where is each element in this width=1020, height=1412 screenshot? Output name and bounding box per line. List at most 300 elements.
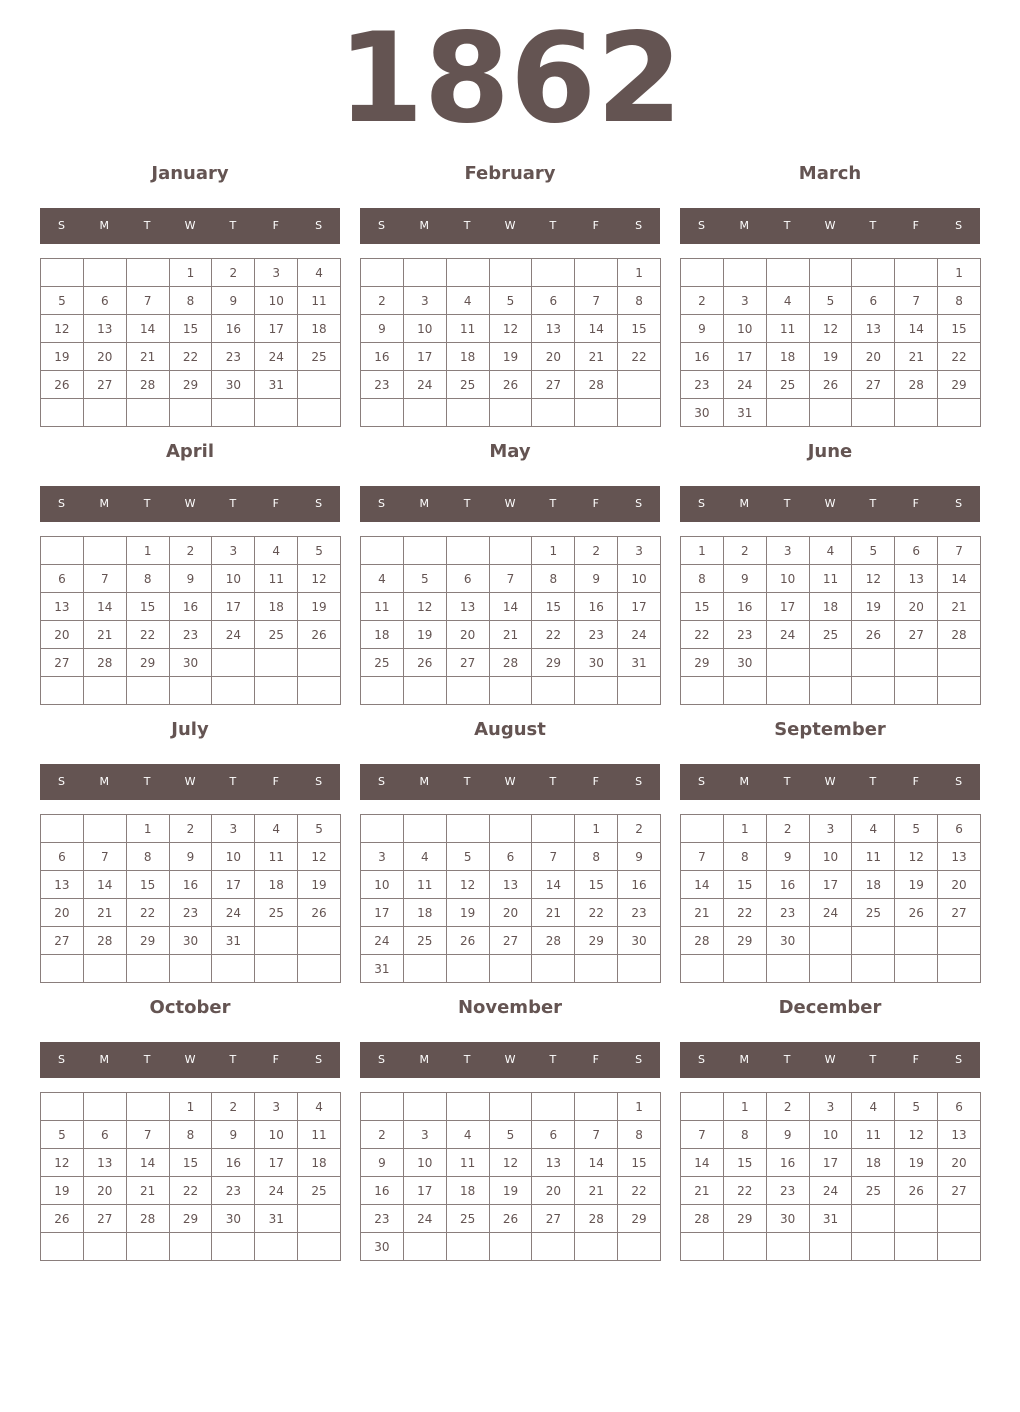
weekday-label: S	[377, 497, 385, 510]
weekday-label: T	[869, 775, 877, 788]
empty-cell	[361, 399, 404, 427]
day-cell: 20	[447, 621, 490, 649]
empty-cell	[938, 1233, 981, 1261]
weekday-label: M	[99, 219, 110, 232]
day-cell: 23	[212, 343, 255, 371]
empty-cell	[895, 259, 938, 287]
empty-cell	[618, 677, 661, 705]
month-name: June	[807, 441, 853, 462]
day-cell: 24	[404, 1205, 447, 1233]
weekday-label: T	[869, 1053, 877, 1066]
day-cell: 11	[447, 1149, 490, 1177]
day-cell: 9	[212, 287, 255, 315]
empty-cell	[532, 955, 575, 983]
day-cell: 27	[84, 371, 127, 399]
day-cell: 2	[170, 815, 213, 843]
day-cell: 18	[255, 593, 298, 621]
day-cell: 23	[212, 1177, 255, 1205]
day-cell: 3	[404, 287, 447, 315]
day-cell: 21	[681, 1177, 724, 1205]
day-cell: 19	[852, 593, 895, 621]
empty-cell	[361, 815, 404, 843]
day-cell: 8	[127, 565, 170, 593]
weekday-label: W	[504, 775, 516, 788]
day-cell: 28	[895, 371, 938, 399]
day-cell: 1	[724, 1093, 767, 1121]
day-cell: 3	[767, 537, 810, 565]
empty-cell	[532, 399, 575, 427]
day-cell: 14	[575, 315, 618, 343]
day-grid	[360, 814, 661, 983]
weekday-label: T	[229, 219, 237, 232]
empty-cell	[618, 399, 661, 427]
empty-cell	[724, 955, 767, 983]
day-cell: 12	[810, 315, 853, 343]
empty-cell	[447, 537, 490, 565]
day-cell: 9	[575, 565, 618, 593]
day-cell: 18	[852, 871, 895, 899]
day-cell: 22	[575, 899, 618, 927]
day-cell: 13	[447, 593, 490, 621]
day-cell: 6	[41, 843, 84, 871]
day-cell: 17	[810, 1149, 853, 1177]
empty-cell	[447, 399, 490, 427]
weekday-label: F	[592, 497, 599, 510]
day-cell: 21	[938, 593, 981, 621]
empty-cell	[681, 1233, 724, 1261]
empty-cell	[810, 1233, 853, 1261]
day-cell: 11	[404, 871, 447, 899]
weekday-label: T	[549, 219, 557, 232]
month-name: February	[464, 163, 556, 184]
empty-cell	[681, 259, 724, 287]
day-cell: 26	[41, 371, 84, 399]
empty-cell	[938, 1205, 981, 1233]
day-cell: 31	[724, 399, 767, 427]
day-cell: 21	[895, 343, 938, 371]
weekday-label: W	[824, 1053, 836, 1066]
empty-cell	[127, 259, 170, 287]
empty-cell	[810, 927, 853, 955]
day-cell: 7	[938, 537, 981, 565]
day-cell: 24	[767, 621, 810, 649]
empty-cell	[532, 815, 575, 843]
day-cell: 11	[298, 287, 341, 315]
day-cell: 9	[361, 315, 404, 343]
day-cell: 9	[361, 1149, 404, 1177]
weekday-label: T	[143, 497, 151, 510]
empty-cell	[532, 1093, 575, 1121]
weekday-label: W	[184, 219, 196, 232]
empty-cell	[852, 955, 895, 983]
day-cell: 1	[532, 537, 575, 565]
empty-cell	[681, 815, 724, 843]
day-cell: 22	[618, 1177, 661, 1205]
empty-cell	[361, 537, 404, 565]
day-cell: 30	[170, 649, 213, 677]
weekday-label: T	[549, 1053, 557, 1066]
day-cell: 8	[170, 1121, 213, 1149]
empty-cell	[212, 399, 255, 427]
day-grid	[360, 258, 661, 427]
day-cell: 8	[575, 843, 618, 871]
weekday-label: S	[315, 1053, 323, 1066]
day-cell: 8	[170, 287, 213, 315]
day-cell: 8	[618, 287, 661, 315]
empty-cell	[895, 955, 938, 983]
day-cell: 9	[767, 1121, 810, 1149]
empty-cell	[895, 1205, 938, 1233]
empty-cell	[298, 1205, 341, 1233]
empty-cell	[767, 649, 810, 677]
weekday-header	[360, 764, 660, 800]
day-cell: 5	[852, 537, 895, 565]
day-cell: 13	[41, 593, 84, 621]
day-cell: 24	[618, 621, 661, 649]
day-cell: 15	[575, 871, 618, 899]
day-cell: 26	[404, 649, 447, 677]
day-cell: 25	[852, 899, 895, 927]
day-cell: 26	[852, 621, 895, 649]
day-cell: 24	[404, 371, 447, 399]
day-cell: 8	[938, 287, 981, 315]
day-cell: 3	[810, 1093, 853, 1121]
day-cell: 5	[895, 1093, 938, 1121]
day-cell: 17	[724, 343, 767, 371]
weekday-label: F	[912, 497, 919, 510]
day-cell: 4	[852, 815, 895, 843]
empty-cell	[767, 399, 810, 427]
day-cell: 30	[724, 649, 767, 677]
empty-cell	[404, 259, 447, 287]
day-cell: 2	[361, 1121, 404, 1149]
day-cell: 12	[490, 315, 533, 343]
day-cell: 10	[255, 1121, 298, 1149]
day-cell: 14	[938, 565, 981, 593]
empty-cell	[255, 955, 298, 983]
day-cell: 4	[810, 537, 853, 565]
weekday-label: W	[824, 219, 836, 232]
day-cell: 7	[681, 1121, 724, 1149]
day-cell: 23	[361, 371, 404, 399]
day-cell: 10	[618, 565, 661, 593]
day-cell: 18	[361, 621, 404, 649]
day-cell: 24	[255, 1177, 298, 1205]
day-cell: 2	[361, 287, 404, 315]
day-cell: 2	[681, 287, 724, 315]
empty-cell	[852, 677, 895, 705]
empty-cell	[767, 259, 810, 287]
day-cell: 14	[127, 1149, 170, 1177]
day-cell: 17	[404, 343, 447, 371]
day-cell: 29	[618, 1205, 661, 1233]
day-cell: 25	[361, 649, 404, 677]
day-cell: 15	[938, 315, 981, 343]
empty-cell	[490, 815, 533, 843]
day-cell: 27	[938, 899, 981, 927]
day-cell: 13	[490, 871, 533, 899]
weekday-label: M	[419, 497, 430, 510]
empty-cell	[84, 677, 127, 705]
day-cell: 1	[170, 1093, 213, 1121]
day-cell: 29	[127, 927, 170, 955]
day-cell: 20	[41, 621, 84, 649]
day-cell: 23	[361, 1205, 404, 1233]
weekday-label: S	[955, 775, 963, 788]
day-cell: 1	[170, 259, 213, 287]
weekday-label: T	[143, 219, 151, 232]
day-cell: 8	[724, 1121, 767, 1149]
day-cell: 14	[575, 1149, 618, 1177]
day-cell: 15	[170, 1149, 213, 1177]
day-cell: 18	[767, 343, 810, 371]
empty-cell	[681, 955, 724, 983]
day-cell: 4	[298, 259, 341, 287]
day-cell: 13	[938, 843, 981, 871]
weekday-label: S	[315, 497, 323, 510]
day-cell: 20	[938, 1149, 981, 1177]
day-grid	[40, 814, 341, 983]
day-cell: 10	[724, 315, 767, 343]
day-cell: 2	[212, 1093, 255, 1121]
day-cell: 31	[255, 371, 298, 399]
month-name: January	[151, 163, 229, 184]
day-cell: 1	[681, 537, 724, 565]
weekday-label: F	[592, 1053, 599, 1066]
day-cell: 9	[767, 843, 810, 871]
day-cell: 5	[404, 565, 447, 593]
empty-cell	[767, 677, 810, 705]
day-cell: 28	[84, 927, 127, 955]
weekday-label: W	[824, 775, 836, 788]
day-cell: 25	[447, 371, 490, 399]
weekday-label: T	[869, 497, 877, 510]
weekday-label: M	[99, 775, 110, 788]
empty-cell	[852, 1205, 895, 1233]
weekday-header	[360, 208, 660, 244]
weekday-label: S	[57, 497, 65, 510]
day-cell: 21	[681, 899, 724, 927]
day-cell: 7	[532, 843, 575, 871]
day-cell: 20	[938, 871, 981, 899]
empty-cell	[618, 371, 661, 399]
empty-cell	[810, 677, 853, 705]
month-name: September	[774, 719, 886, 740]
day-cell: 27	[852, 371, 895, 399]
empty-cell	[810, 649, 853, 677]
weekday-header	[40, 1042, 340, 1078]
day-cell: 24	[212, 899, 255, 927]
day-cell: 1	[724, 815, 767, 843]
empty-cell	[41, 955, 84, 983]
day-cell: 6	[532, 287, 575, 315]
month-name: August	[474, 719, 546, 740]
weekday-label: S	[697, 775, 705, 788]
day-cell: 11	[852, 843, 895, 871]
day-cell: 18	[447, 343, 490, 371]
day-cell: 3	[255, 1093, 298, 1121]
empty-cell	[447, 815, 490, 843]
empty-cell	[490, 259, 533, 287]
day-cell: 28	[938, 621, 981, 649]
weekday-label: S	[377, 775, 385, 788]
day-cell: 9	[681, 315, 724, 343]
day-grid	[40, 258, 341, 427]
day-cell: 25	[447, 1205, 490, 1233]
empty-cell	[298, 955, 341, 983]
weekday-header	[680, 486, 980, 522]
day-cell: 6	[852, 287, 895, 315]
empty-cell	[212, 649, 255, 677]
day-cell: 30	[575, 649, 618, 677]
empty-cell	[212, 677, 255, 705]
day-cell: 4	[298, 1093, 341, 1121]
day-cell: 28	[681, 927, 724, 955]
weekday-label: M	[419, 219, 430, 232]
weekday-label: M	[739, 497, 750, 510]
day-cell: 5	[810, 287, 853, 315]
day-cell: 23	[170, 899, 213, 927]
empty-cell	[298, 927, 341, 955]
day-cell: 19	[895, 871, 938, 899]
day-cell: 19	[895, 1149, 938, 1177]
empty-cell	[255, 1233, 298, 1261]
empty-cell	[447, 1233, 490, 1261]
weekday-label: W	[504, 497, 516, 510]
day-cell: 9	[724, 565, 767, 593]
empty-cell	[84, 399, 127, 427]
day-cell: 27	[532, 1205, 575, 1233]
day-cell: 20	[852, 343, 895, 371]
day-cell: 27	[532, 371, 575, 399]
day-cell: 5	[490, 287, 533, 315]
day-cell: 6	[938, 1093, 981, 1121]
day-cell: 16	[170, 593, 213, 621]
empty-cell	[895, 677, 938, 705]
day-grid	[680, 1092, 981, 1261]
empty-cell	[298, 649, 341, 677]
day-cell: 7	[490, 565, 533, 593]
day-cell: 19	[490, 343, 533, 371]
day-cell: 18	[255, 871, 298, 899]
day-cell: 22	[532, 621, 575, 649]
day-cell: 17	[212, 593, 255, 621]
empty-cell	[490, 537, 533, 565]
empty-cell	[404, 677, 447, 705]
day-cell: 8	[532, 565, 575, 593]
day-cell: 30	[361, 1233, 404, 1261]
empty-cell	[41, 1093, 84, 1121]
day-cell: 14	[84, 593, 127, 621]
day-cell: 3	[212, 537, 255, 565]
day-cell: 6	[447, 565, 490, 593]
day-cell: 20	[895, 593, 938, 621]
weekday-label: S	[697, 1053, 705, 1066]
weekday-header	[40, 764, 340, 800]
day-cell: 15	[681, 593, 724, 621]
day-cell: 10	[404, 1149, 447, 1177]
day-cell: 15	[618, 1149, 661, 1177]
day-cell: 11	[447, 315, 490, 343]
day-cell: 14	[490, 593, 533, 621]
day-cell: 30	[767, 1205, 810, 1233]
empty-cell	[170, 955, 213, 983]
day-cell: 7	[681, 843, 724, 871]
day-cell: 19	[447, 899, 490, 927]
day-cell: 16	[361, 343, 404, 371]
day-cell: 7	[895, 287, 938, 315]
empty-cell	[84, 1093, 127, 1121]
empty-cell	[490, 677, 533, 705]
day-cell: 24	[810, 1177, 853, 1205]
empty-cell	[575, 677, 618, 705]
day-cell: 25	[852, 1177, 895, 1205]
empty-cell	[810, 259, 853, 287]
day-cell: 29	[532, 649, 575, 677]
day-cell: 18	[298, 1149, 341, 1177]
weekday-label: S	[635, 219, 643, 232]
day-cell: 2	[767, 815, 810, 843]
day-cell: 21	[490, 621, 533, 649]
day-cell: 1	[938, 259, 981, 287]
day-cell: 30	[681, 399, 724, 427]
day-cell: 29	[724, 927, 767, 955]
month-name: March	[798, 163, 862, 184]
day-cell: 23	[767, 899, 810, 927]
day-cell: 17	[255, 315, 298, 343]
day-cell: 3	[212, 815, 255, 843]
weekday-label: S	[377, 1053, 385, 1066]
weekday-label: F	[272, 775, 279, 788]
day-cell: 4	[361, 565, 404, 593]
day-cell: 23	[767, 1177, 810, 1205]
day-cell: 20	[84, 343, 127, 371]
empty-cell	[767, 955, 810, 983]
day-cell: 20	[84, 1177, 127, 1205]
day-cell: 15	[724, 871, 767, 899]
day-cell: 8	[724, 843, 767, 871]
weekday-label: F	[592, 775, 599, 788]
day-cell: 3	[255, 259, 298, 287]
day-cell: 13	[532, 315, 575, 343]
day-cell: 12	[298, 843, 341, 871]
empty-cell	[938, 955, 981, 983]
day-cell: 26	[895, 1177, 938, 1205]
empty-cell	[361, 677, 404, 705]
day-cell: 21	[127, 1177, 170, 1205]
day-cell: 20	[490, 899, 533, 927]
day-cell: 4	[255, 537, 298, 565]
day-cell: 18	[810, 593, 853, 621]
empty-cell	[724, 259, 767, 287]
day-cell: 27	[895, 621, 938, 649]
empty-cell	[127, 1233, 170, 1261]
empty-cell	[404, 955, 447, 983]
day-cell: 15	[170, 315, 213, 343]
empty-cell	[938, 649, 981, 677]
empty-cell	[212, 1233, 255, 1261]
empty-cell	[575, 259, 618, 287]
empty-cell	[255, 927, 298, 955]
day-cell: 10	[404, 315, 447, 343]
empty-cell	[575, 1093, 618, 1121]
day-cell: 21	[84, 899, 127, 927]
weekday-label: M	[739, 1053, 750, 1066]
day-cell: 15	[724, 1149, 767, 1177]
day-cell: 7	[575, 1121, 618, 1149]
empty-cell	[447, 955, 490, 983]
day-cell: 7	[84, 843, 127, 871]
